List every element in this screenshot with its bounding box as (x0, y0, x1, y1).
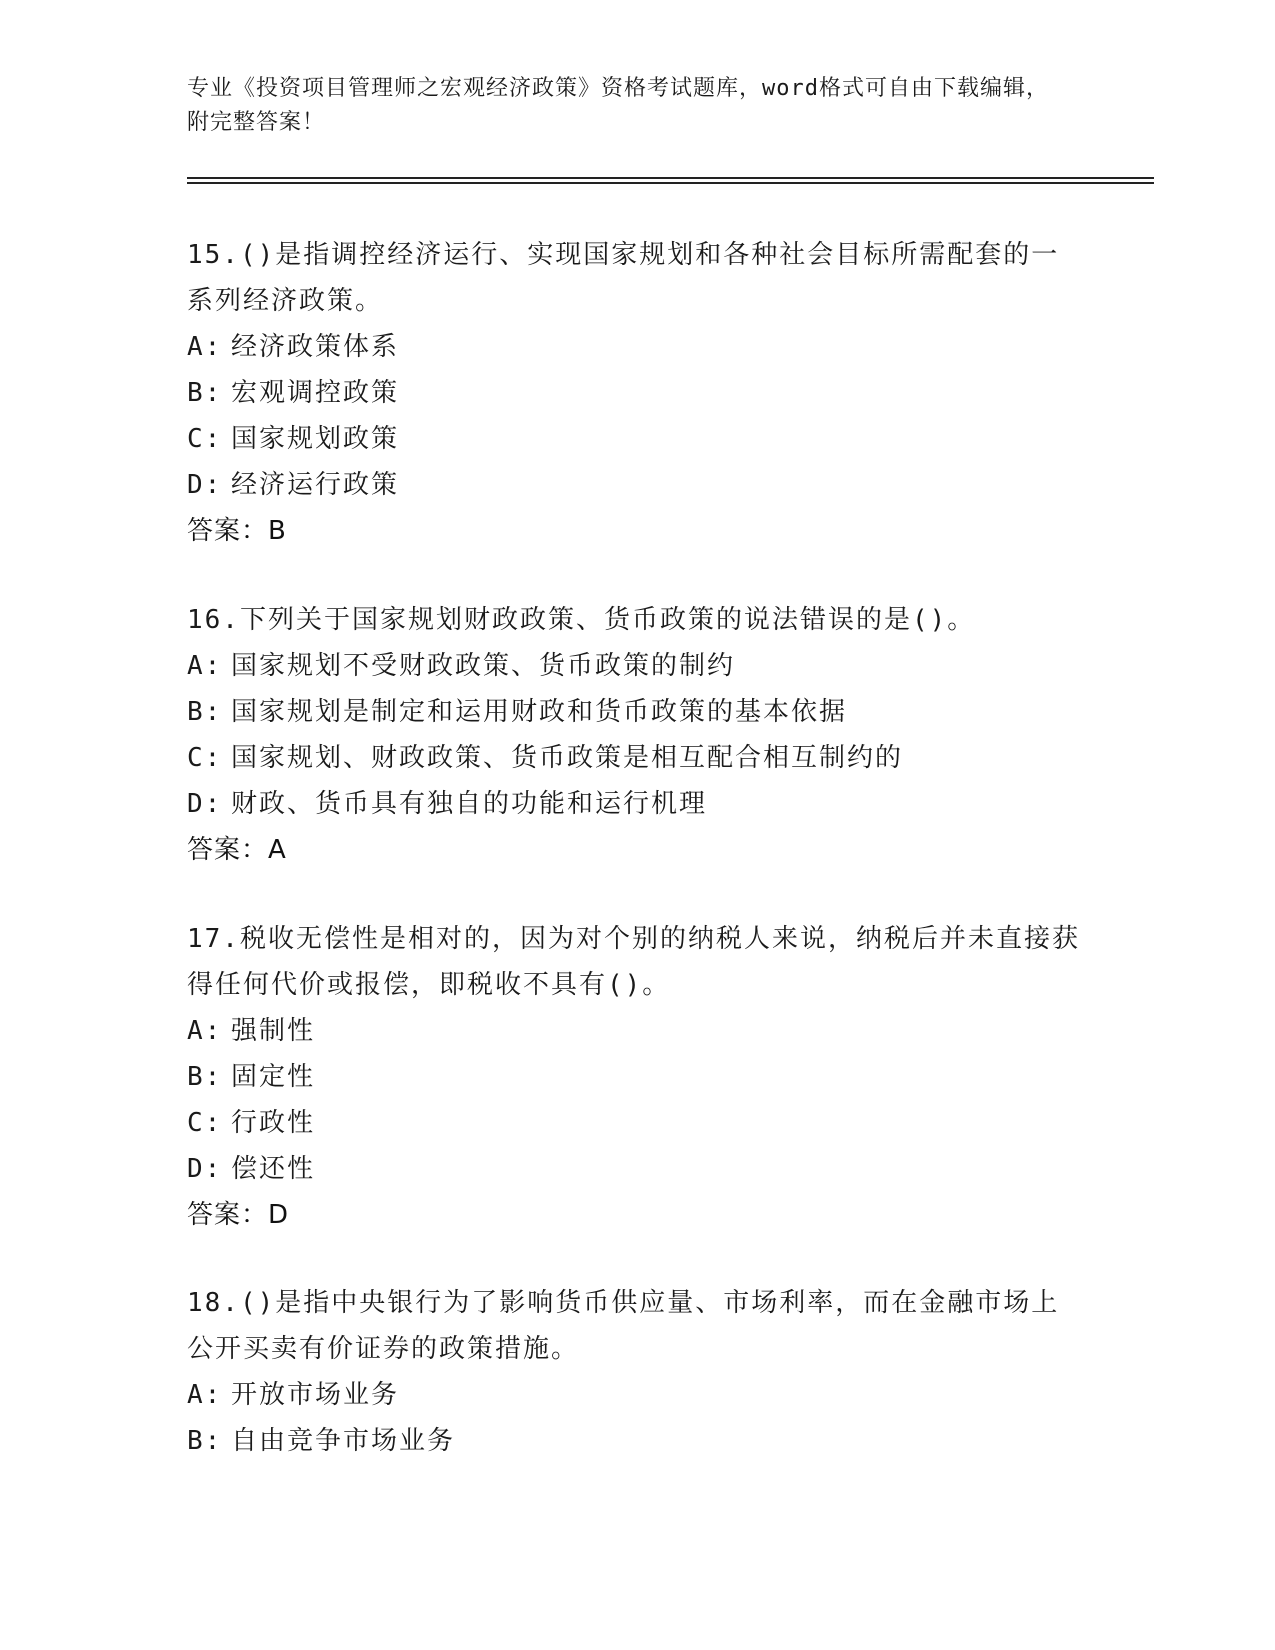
option-key: D: (187, 470, 223, 500)
question-stem: 17.税收无偿性是相对的，因为对个别的纳税人来说，纳税后并未直接获得任何代价或报偿，即税收不具有()。 (187, 924, 1080, 1000)
document-header: 专业《投资项目管理师之宏观经济政策》资格考试题库，word格式可自由下载编辑，附完整答案！ (187, 76, 1049, 135)
question-18 (187, 1280, 1087, 1464)
option-c (187, 416, 1087, 462)
option-b (187, 1054, 1087, 1100)
option-key: B: (187, 378, 223, 408)
option-c (187, 735, 1087, 781)
header-divider-bottom (187, 182, 1154, 184)
question-stem: 18.()是指中央银行为了影响货币供应量、市场利率，而在金融市场上公开买卖有价证券的政策措施。 (187, 1288, 1060, 1364)
option-a (187, 1372, 1087, 1418)
option-b (187, 689, 1087, 735)
option-key: A: (187, 1016, 223, 1046)
question-15 (187, 232, 1087, 554)
option-key: A: (187, 332, 223, 362)
option-key: B: (187, 1426, 223, 1456)
option-key: A: (187, 651, 223, 681)
option-a (187, 643, 1087, 689)
option-text: 行政性 (231, 1108, 316, 1138)
option-key: C: (187, 743, 223, 773)
option-d (187, 1146, 1087, 1192)
question-17 (187, 916, 1087, 1238)
option-text: 开放市场业务 (231, 1380, 400, 1410)
option-key: D: (187, 1154, 223, 1184)
option-text: 偿还性 (231, 1154, 316, 1184)
answer-line: 答案：D (187, 1200, 290, 1230)
question-stem: 16.下列关于国家规划财政政策、货币政策的说法错误的是()。 (187, 605, 976, 635)
option-key: D: (187, 789, 223, 819)
option-key: B: (187, 697, 223, 727)
option-c (187, 1100, 1087, 1146)
option-text: 经济运行政策 (231, 470, 400, 500)
option-a (187, 324, 1087, 370)
question-stem: 15.()是指调控经济运行、实现国家规划和各种社会目标所需配套的一系列经济政策。 (187, 240, 1060, 316)
option-a (187, 1008, 1087, 1054)
option-text: 国家规划、财政政策、货币政策是相互配合相互制约的 (231, 743, 904, 773)
answer-line: 答案：A (187, 835, 287, 865)
option-text: 国家规划是制定和运用财政和货币政策的基本依据 (231, 697, 848, 727)
option-text: 财政、货币具有独自的功能和运行机理 (231, 789, 708, 819)
option-text: 固定性 (231, 1062, 316, 1092)
option-d (187, 781, 1087, 827)
option-b (187, 1418, 1087, 1464)
option-text: 宏观调控政策 (231, 378, 400, 408)
option-key: B: (187, 1062, 223, 1092)
option-text: 国家规划政策 (231, 424, 400, 454)
option-text: 强制性 (231, 1016, 316, 1046)
option-text: 国家规划不受财政政策、货币政策的制约 (231, 651, 736, 681)
option-key: A: (187, 1380, 223, 1410)
option-text: 自由竞争市场业务 (231, 1426, 456, 1456)
option-key: C: (187, 424, 223, 454)
option-text: 经济政策体系 (231, 332, 400, 362)
option-key: C: (187, 1108, 223, 1138)
option-b (187, 370, 1087, 416)
answer-line: 答案：B (187, 516, 287, 546)
option-d (187, 462, 1087, 508)
header-divider-top (187, 177, 1154, 179)
question-16 (187, 597, 1087, 873)
